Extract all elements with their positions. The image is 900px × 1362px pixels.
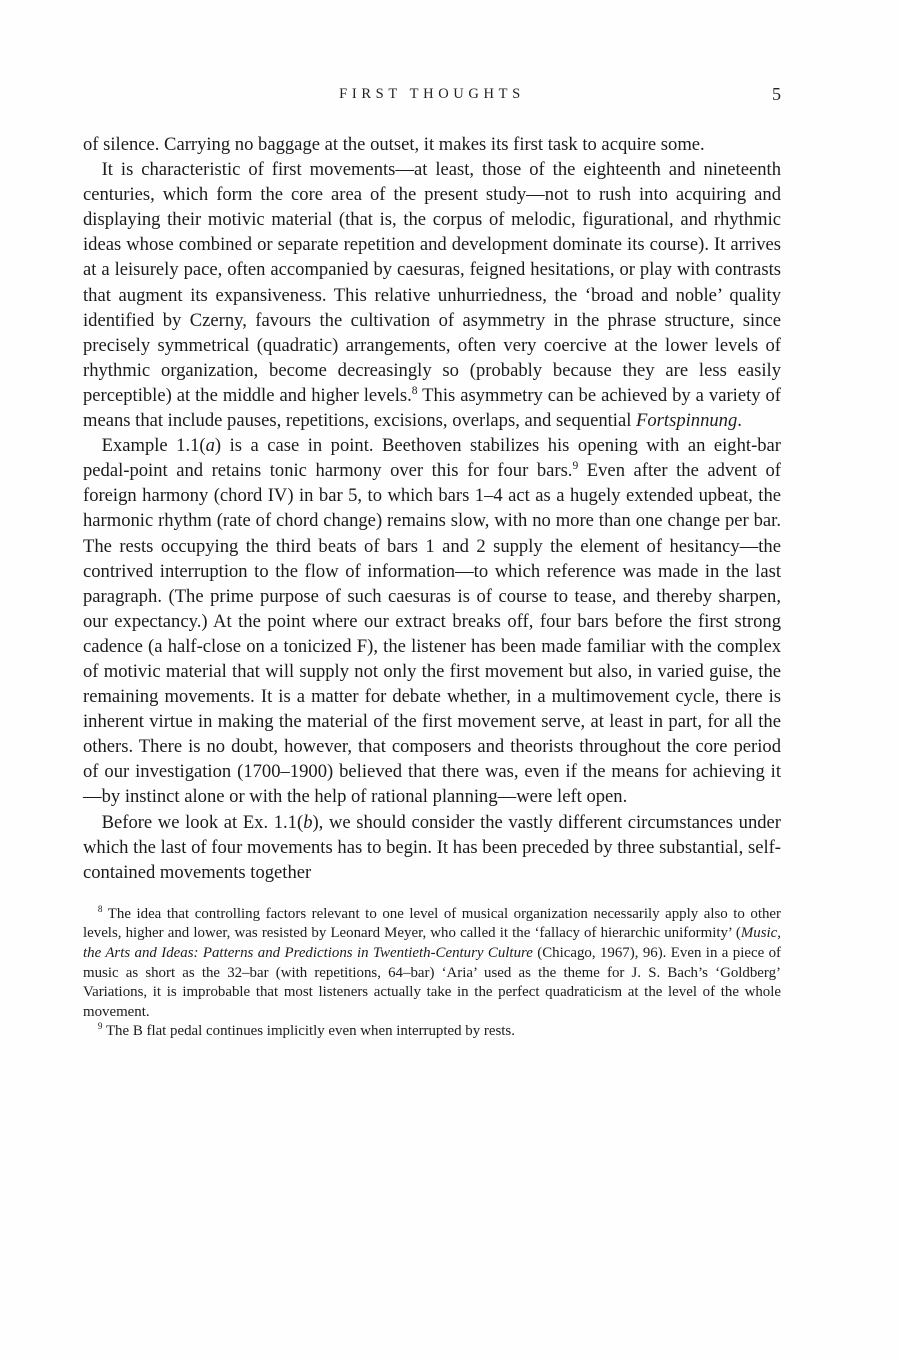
text-run: Before we look at Ex. 1.1( (101, 811, 304, 833)
footnote (83, 1022, 781, 1042)
running-header (83, 86, 781, 110)
text-run: ) is a case in point. Beethoven stabilizes his opening with an eight-bar pedal-point and retains tonic harmony over this for four bars. (83, 435, 781, 482)
paragraph (83, 810, 781, 885)
italic-text: b (303, 811, 313, 833)
running-header-title: FIRST THOUGHTS (339, 86, 525, 102)
paragraph (83, 433, 781, 809)
page-number: 5 (772, 84, 781, 104)
text-run: of silence. Carrying no baggage at the outset, it makes its first task to acquire some. (83, 134, 705, 155)
page-content (83, 86, 781, 1042)
text-run: Even after the advent of foreign harmony (chord IV) in bar 5, to which bars 1–4 act as a hugely extended upbeat, the harmonic rhythm (rate of chord change) remains slow, with no more than one change per bar. The rests occupying the third beats of bars 1 and 2 supply the element of hesitancy—the contrived interruption to the flow of information—to which reference was made in the last paragraph. (The prime purpose of such caesuras is of course to tease, and thereby sharpen, our expectancy.) At the point where our extract breaks off, four bars before the first strong cadence (a half-close on a tonicized F), the listener has been made familiar with the complex of motivic material that will supply not only the first movement but also, in varied guise, the remaining movements. It is a matter for debate whether, in a multimovement cycle, there is inherent virtue in making the material of the first movement serve, at least in part, for all the others. There is no doubt, however, that composers and theorists throughout the core period of our investigation (1700–1900) believed that there was, even if the means for achieving it—by instinct alone or with the help of rational planning—were left open. (83, 460, 781, 808)
paragraph (83, 157, 781, 433)
body-paragraphs (83, 132, 781, 885)
footnote-ref: 9 (572, 460, 579, 473)
footnotes (83, 905, 781, 1042)
text-run: The B flat pedal continues implicitly even when interrupted by rests. (102, 1023, 515, 1040)
footnote (83, 905, 781, 1023)
text-run: The idea that controlling factors relevant to one level of musical organization necessarily apply also to other levels, higher and lower, was resisted by Leonard Meyer, who called it the ‘fallacy of hierarchic uniformity’ ( (83, 905, 781, 942)
footnote-ref: 8 (97, 903, 103, 914)
text-run: ), we should consider the vastly different circumstances under which the last of four movements has to begin. It has been preceded by three substantial, self-contained movements together (83, 811, 781, 883)
footnote-ref: 9 (97, 1021, 103, 1032)
italic-text: a (205, 435, 215, 457)
text-run: Example 1.1( (101, 435, 206, 457)
text-run: It is characteristic of first movements—at least, those of the eighteenth and nineteenth centuries, which form the core area of the present study—not to rush into acquiring and displaying their motivic material (that is, the corpus of melodic, figurational, and rhythmic ideas whose combined or separate repetition and development dominate its course). It arrives at a leisurely pace, often accompanied by caesuras, feigned hesitations, or play with contrasts that augment its expansiveness. This relative unhurriedness, the ‘broad and noble’ quality identified by Czerny, favours the cultivation of asymmetry in the phrase structure, since precisely symmetrical (quadratic) arrangements, often very coercive at the lower levels of rhythmic organization, become decreasingly so (probably because they are less easily perceptible) at the middle and higher levels. (83, 159, 781, 406)
italic-text: Music, the Arts and Ideas: Patterns and Predictions in Twentieth-Century Culture (83, 925, 781, 961)
text-run: This asymmetry can be achieved by a variety of means that include pauses, repetitions, excisions, overlaps, and sequential (83, 384, 781, 432)
italic-text: Fortspinnung (636, 410, 738, 432)
text-run: (Chicago, 1967), 96). Even in a piece of music as short as the 32–bar (with repetitions, 64–bar) ‘Aria’ used as the theme for J. S. Bach’s ‘Goldberg’ Variations, it is improbable that most listeners actually take in the perfect quadraticism at the level of the whole movement. (83, 945, 782, 1020)
paragraph (83, 132, 781, 157)
text-run: . (737, 410, 742, 432)
footnote-ref: 8 (411, 384, 418, 397)
